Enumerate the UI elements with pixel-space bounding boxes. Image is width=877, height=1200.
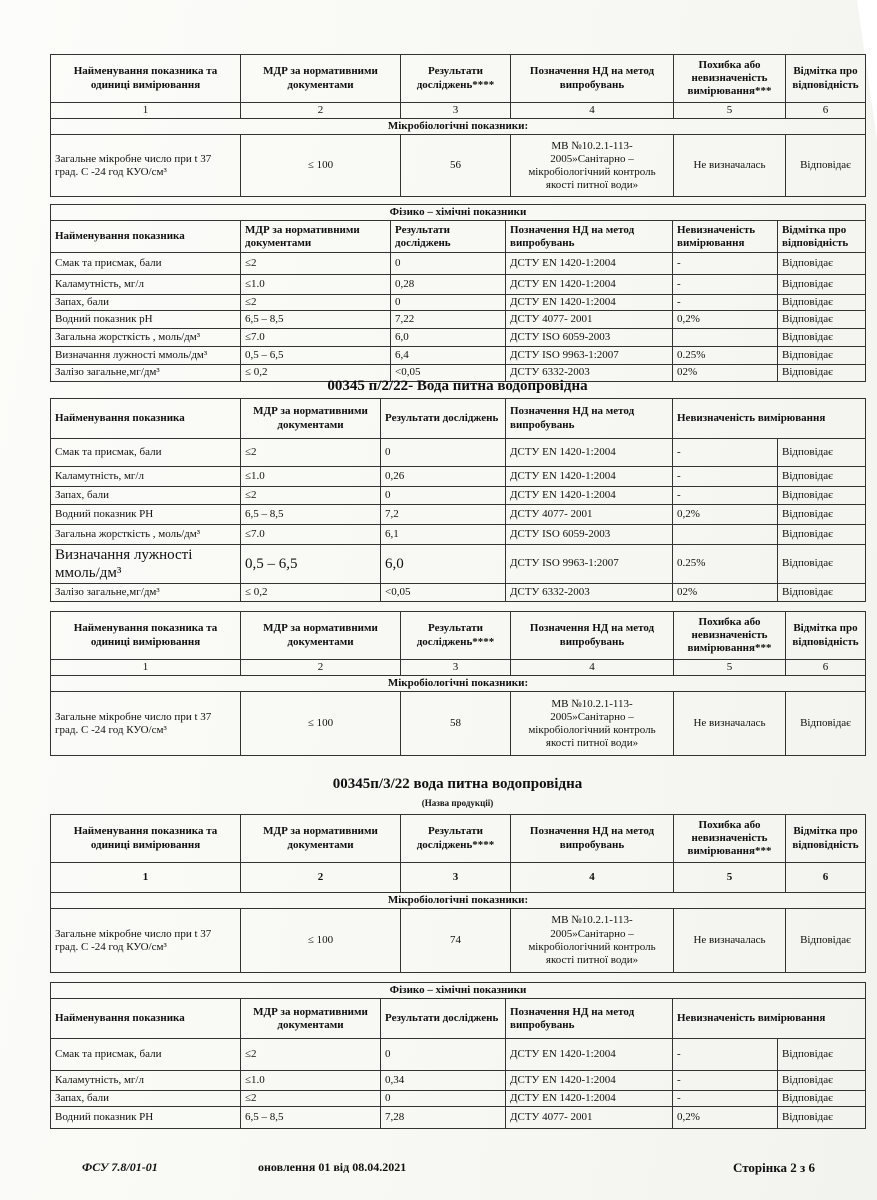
col-num-2: 2 [241, 103, 401, 119]
section-row-micro [51, 676, 866, 692]
phys-table-body [51, 439, 866, 602]
col-num-1: 1 [51, 660, 241, 676]
table-row [51, 135, 866, 197]
section-title-phys: Фізико – хімічні показники [51, 983, 866, 999]
conformity-mark: Відповідає [778, 311, 866, 329]
col-num-2: 2 [241, 660, 401, 676]
header-col3: Результати досліджень [381, 399, 506, 439]
result-value: 7,2 [381, 505, 506, 525]
method-value: ДСТУ 6332-2003 [506, 365, 673, 381]
uncertainty-value: 02% [673, 584, 778, 602]
table-row [51, 439, 866, 467]
mdr-value: ≤ 100 [241, 135, 401, 197]
section-title-micro: Мікробіологічні показники: [51, 119, 866, 135]
error-value: Не визначалась [674, 909, 786, 973]
indicator-name: Загальне мікробне число при t 37 град. С -24 год КУО/см³ [51, 909, 241, 973]
conformity-mark: Відповідає [778, 365, 866, 381]
mdr-value: 6,5 – 8,5 [241, 505, 381, 525]
header-col2: МДР за нормативними документами [241, 55, 401, 103]
col-num-5: 5 [674, 863, 786, 893]
col-num-5: 5 [674, 660, 786, 676]
col-num-3: 3 [401, 863, 511, 893]
result-value: 0,34 [381, 1071, 506, 1091]
indicator-name: Смак та присмак, бали [51, 253, 241, 275]
col-num-3: 3 [401, 103, 511, 119]
indicator-name: Запах, бали [51, 1091, 241, 1107]
header-col3: Результати досліджень**** [401, 815, 511, 863]
method-value: ДСТУ EN 1420-1:2004 [506, 439, 673, 467]
table-row [51, 584, 866, 602]
mdr-value: ≤2 [241, 439, 381, 467]
result-value: 0 [381, 439, 506, 467]
uncertainty-value: - [673, 1039, 778, 1071]
section-row-phys [51, 983, 866, 999]
indicator-name: Залізо загальне,мг/дм³ [51, 584, 241, 602]
conformity-mark: Відповідає [778, 439, 866, 467]
mdr-value: ≤2 [241, 1039, 381, 1071]
result-value: 58 [401, 692, 511, 756]
uncertainty-value [673, 329, 778, 347]
conformity-mark: Відповідає [786, 135, 866, 197]
uncertainty-value: - [673, 253, 778, 275]
conformity-mark: Відповідає [778, 1091, 866, 1107]
table-header-row [51, 55, 866, 103]
result-value: 0,26 [381, 467, 506, 487]
table-row [51, 347, 866, 365]
mdr-value: ≤2 [241, 487, 381, 505]
table-row [51, 253, 866, 275]
mdr-value: ≤2 [241, 295, 391, 311]
uncertainty-value: - [673, 439, 778, 467]
indicator-name: Каламутність, мг/л [51, 467, 241, 487]
conformity-mark: Відповідає [778, 584, 866, 602]
mdr-value: 6,5 – 8,5 [241, 1107, 381, 1129]
table-header-row [51, 399, 866, 439]
mdr-value: ≤1.0 [241, 467, 381, 487]
header-col2: МДР за нормативними документами [241, 221, 391, 253]
header-col5: Похибка або невизначеність вимірювання*** [674, 55, 786, 103]
result-value: 0 [391, 253, 506, 275]
table-row [51, 275, 866, 295]
uncertainty-value: - [673, 1071, 778, 1091]
mdr-value: ≤ 0,2 [241, 365, 391, 381]
page-number: Сторінка 2 з 6 [733, 1160, 816, 1175]
indicator-name: Загальне мікробне число при t 37 град. С -24 год КУО/см³ [51, 135, 241, 197]
product-title-2: 00345 п/2/22- Вода питна водопровідна [327, 378, 588, 394]
header-col1: Найменування показника та одиниці вимірювання [51, 815, 241, 863]
result-value: <0,05 [381, 584, 506, 602]
conformity-mark: Відповідає [778, 275, 866, 295]
header-col2: МДР за нормативними документами [241, 815, 401, 863]
indicator-name: Залізо загальне,мг/дм³ [51, 365, 241, 381]
col-num-4: 4 [511, 660, 674, 676]
results-table-3-phys [50, 982, 866, 1129]
conformity-mark: Відповідає [778, 1071, 866, 1091]
indicator-name: Визначання лужності ммоль/дм³ [51, 347, 241, 365]
header-col3: Результати досліджень**** [401, 612, 511, 660]
method-value: ДСТУ 4077- 2001 [506, 1107, 673, 1129]
uncertainty-value: 0.25% [673, 545, 778, 584]
method-value: ДСТУ EN 1420-1:2004 [506, 1091, 673, 1107]
header-col6: Відмітка про відповідність [786, 55, 866, 103]
results-table-3-micro [50, 814, 866, 973]
error-value: Не визначалась [674, 692, 786, 756]
result-value: 0,28 [391, 275, 506, 295]
header-col1: Найменування показника та одиниці вимірювання [51, 612, 241, 660]
mdr-value: ≤ 100 [241, 692, 401, 756]
method-value: ДСТУ EN 1420-1:2004 [506, 487, 673, 505]
section-row-micro [51, 119, 866, 135]
conformity-mark: Відповідає [778, 295, 866, 311]
result-value: 56 [401, 135, 511, 197]
conformity-mark: Відповідає [778, 253, 866, 275]
table-header-row [51, 815, 866, 863]
header-col4: Позначення НД на метод випробувань [506, 221, 673, 253]
table-header-row [51, 999, 866, 1039]
method-value: МВ №10.2.1-113-2005»Санітарно – мікробіологічний контроль якості питної води» [511, 135, 674, 197]
uncertainty-value: 02% [673, 365, 778, 381]
error-value: Не визначалась [674, 135, 786, 197]
uncertainty-value [673, 525, 778, 545]
mdr-value: ≤2 [241, 1091, 381, 1107]
header-col3: Результати досліджень [381, 999, 506, 1039]
header-col2: МДР за нормативними документами [241, 612, 401, 660]
header-col5: Невизначеність вимірювання [673, 221, 778, 253]
col-num-4: 4 [511, 863, 674, 893]
table-row [51, 1071, 866, 1091]
col-num-4: 4 [511, 103, 674, 119]
table-row [51, 1107, 866, 1129]
col-num-6: 6 [786, 863, 866, 893]
column-number-row [51, 103, 866, 119]
indicator-name: Смак та присмак, бали [51, 1039, 241, 1071]
result-value: <0,05 [391, 365, 506, 381]
result-value: 6,1 [381, 525, 506, 545]
method-value: ДСТУ EN 1420-1:2004 [506, 253, 673, 275]
phys-table-body [51, 1039, 866, 1129]
header-col5: Похибка або невизначеність вимірювання*** [674, 612, 786, 660]
mdr-value: ≤1.0 [241, 1071, 381, 1091]
method-value: ДСТУ EN 1420-1:2004 [506, 467, 673, 487]
method-value: МВ №10.2.1-113-2005»Санітарно – мікробіологічний контроль якості питної води» [511, 692, 674, 756]
conformity-mark: Відповідає [778, 1039, 866, 1071]
mdr-value: ≤ 0,2 [241, 584, 381, 602]
method-value: ДСТУ EN 1420-1:2004 [506, 295, 673, 311]
table-header-row [51, 612, 866, 660]
col-num-3: 3 [401, 660, 511, 676]
method-value: ДСТУ 6332-2003 [506, 584, 673, 602]
mdr-value: ≤ 100 [241, 909, 401, 973]
section-title-micro: Мікробіологічні показники: [51, 893, 866, 909]
revision-note: оновлення 01 від 08.04.2021 [258, 1160, 407, 1174]
indicator-name: Водний показник рН [51, 311, 241, 329]
header-col4: Позначення НД на метод випробувань [511, 55, 674, 103]
mdr-value: ≤1.0 [241, 275, 391, 295]
table-row [51, 1091, 866, 1107]
conformity-mark: Відповідає [786, 692, 866, 756]
header-col4: Позначення НД на метод випробувань [506, 999, 673, 1039]
section-row-phys [51, 205, 866, 221]
table-row [51, 487, 866, 505]
header-col4: Позначення НД на метод випробувань [511, 612, 674, 660]
method-value: ДСТУ EN 1420-1:2004 [506, 1039, 673, 1071]
col-num-6: 6 [786, 103, 866, 119]
header-col3: Результати досліджень [391, 221, 506, 253]
result-value: 0 [391, 295, 506, 311]
table-row [51, 545, 866, 584]
header-col2: МДР за нормативними документами [241, 999, 381, 1039]
conformity-mark: Відповідає [778, 545, 866, 584]
header-col6: Відмітка про відповідність [786, 612, 866, 660]
form-code: ФСУ 7.8/01-01 [82, 1160, 158, 1174]
mdr-value: ≤7.0 [241, 525, 381, 545]
indicator-name: Водний показник РН [51, 1107, 241, 1129]
conformity-mark: Відповідає [778, 525, 866, 545]
uncertainty-value: - [673, 487, 778, 505]
results-table-2-phys [50, 398, 866, 602]
table-row [51, 525, 866, 545]
uncertainty-value: 0.25% [673, 347, 778, 365]
header-col1: Найменування показника [51, 221, 241, 253]
method-value: ДСТУ ISO 9963-1:2007 [506, 545, 673, 584]
conformity-mark: Відповідає [778, 329, 866, 347]
conformity-mark: Відповідає [778, 487, 866, 505]
result-value: 7,28 [381, 1107, 506, 1129]
col-num-2: 2 [241, 863, 401, 893]
method-value: МВ №10.2.1-113-2005»Санітарно – мікробіологічний контроль якості питної води» [511, 909, 674, 973]
section-row-micro [51, 893, 866, 909]
indicator-name: Загальна жорсткість , моль/дм³ [51, 525, 241, 545]
indicator-name: Смак та присмак, бали [51, 439, 241, 467]
indicator-name: Запах, бали [51, 487, 241, 505]
col-num-1: 1 [51, 863, 241, 893]
result-value: 7,22 [391, 311, 506, 329]
mdr-value: 0,5 – 6,5 [241, 545, 381, 584]
indicator-name: Каламутність, мг/л [51, 275, 241, 295]
indicator-name: Водний показник РН [51, 505, 241, 525]
mdr-value: ≤2 [241, 253, 391, 275]
header-col6: Відмітка про відповідність [778, 221, 866, 253]
column-number-row [51, 863, 866, 893]
method-value: ДСТУ EN 1420-1:2004 [506, 275, 673, 295]
table-row [51, 467, 866, 487]
method-value: ДСТУ ISO 6059-2003 [506, 329, 673, 347]
section-title-phys: Фізико – хімічні показники [51, 205, 866, 221]
result-value: 6,0 [381, 545, 506, 584]
indicator-name: Каламутність, мг/л [51, 1071, 241, 1091]
table-row [51, 329, 866, 347]
header-col2: МДР за нормативними документами [241, 399, 381, 439]
mdr-value: 6,5 – 8,5 [241, 311, 391, 329]
section-title-micro: Мікробіологічні показники: [51, 676, 866, 692]
uncertainty-value: - [673, 275, 778, 295]
mdr-value: ≤7.0 [241, 329, 391, 347]
conformity-mark: Відповідає [778, 505, 866, 525]
result-value: 0 [381, 1039, 506, 1071]
method-value: ДСТУ ISO 9963-1:2007 [506, 347, 673, 365]
table-row [51, 692, 866, 756]
results-table-1-micro [50, 54, 866, 197]
uncertainty-value: - [673, 295, 778, 311]
header-col3: Результати досліджень**** [401, 55, 511, 103]
indicator-name: Визначання лужності ммоль/дм³ [51, 545, 241, 584]
result-value: 74 [401, 909, 511, 973]
method-value: ДСТУ 4077- 2001 [506, 311, 673, 329]
method-value: ДСТУ EN 1420-1:2004 [506, 1071, 673, 1091]
conformity-mark: Відповідає [778, 1107, 866, 1129]
header-col1: Найменування показника та одиниці вимірювання [51, 55, 241, 103]
header-col4: Позначення НД на метод випробувань [511, 815, 674, 863]
uncertainty-value: 0,2% [673, 311, 778, 329]
header-col1: Найменування показника [51, 399, 241, 439]
uncertainty-value: - [673, 467, 778, 487]
product-title-3: 00345п/3/22 вода питна водопровідна [332, 776, 583, 792]
conformity-mark: Відповідає [786, 909, 866, 973]
indicator-name: Загальне мікробне число при t 37 град. С -24 год КУО/см³ [51, 692, 241, 756]
indicator-name: Загальна жорсткість , моль/дм³ [51, 329, 241, 347]
uncertainty-value: 0,2% [673, 505, 778, 525]
method-value: ДСТУ ISO 6059-2003 [506, 525, 673, 545]
table-row [51, 295, 866, 311]
result-value: 6,0 [391, 329, 506, 347]
results-table-1-phys [50, 204, 866, 382]
result-value: 0 [381, 1091, 506, 1107]
method-value: ДСТУ 4077- 2001 [506, 505, 673, 525]
header-col1: Найменування показника [51, 999, 241, 1039]
product-name-caption: (Назва продукції) [421, 798, 494, 808]
phys-table-body [51, 253, 866, 381]
result-value: 0 [381, 487, 506, 505]
col-num-1: 1 [51, 103, 241, 119]
col-num-6: 6 [786, 660, 866, 676]
col-num-5: 5 [674, 103, 786, 119]
uncertainty-value: - [673, 1091, 778, 1107]
table-row [51, 311, 866, 329]
results-table-2-micro [50, 611, 866, 756]
header-col5: Невизначеність вимірювання [673, 999, 866, 1039]
header-col5: Похибка або невизначеність вимірювання*** [674, 815, 786, 863]
conformity-mark: Відповідає [778, 347, 866, 365]
mdr-value: 0,5 – 6,5 [241, 347, 391, 365]
table-header-row [51, 221, 866, 253]
result-value: 6,4 [391, 347, 506, 365]
table-row [51, 909, 866, 973]
table-row [51, 1039, 866, 1071]
uncertainty-value: 0,2% [673, 1107, 778, 1129]
table-row [51, 505, 866, 525]
conformity-mark: Відповідає [778, 467, 866, 487]
header-col6: Відмітка про відповідність [786, 815, 866, 863]
header-col5: Невизначеність вимірювання [673, 399, 866, 439]
column-number-row [51, 660, 866, 676]
header-col4: Позначення НД на метод випробувань [506, 399, 673, 439]
indicator-name: Запах, бали [51, 295, 241, 311]
